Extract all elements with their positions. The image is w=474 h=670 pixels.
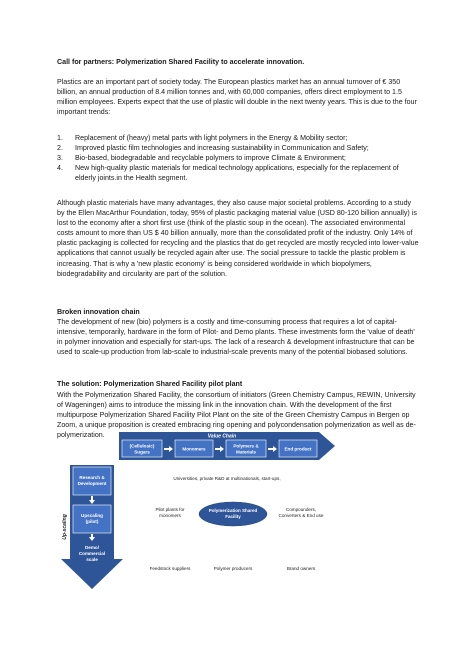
- svg-text:Commercial: Commercial: [78, 551, 106, 556]
- brand-owners-label: Brand owners: [286, 566, 316, 571]
- svg-text:Converters & End use: Converters & End use: [278, 513, 324, 518]
- svg-text:monomers: monomers: [159, 513, 181, 518]
- svg-text:Upscaling: Upscaling: [81, 513, 103, 518]
- svg-text:Development: Development: [77, 481, 107, 486]
- polymer-producers-label: Polymer producers: [213, 566, 253, 571]
- svg-text:scale: scale: [86, 557, 98, 562]
- solution-paragraph: With the Polymerization Shared Facility, the consortium of initiators (Green Chemistry Campus, REWIN, University of Wageningen) aims to introduce the missing link in the innovation chain. With the development of the first multipurpose Polymerization Shared Facility Pilot Plant on the site of the Green Chemistry Campus in Bergen op Zoom, a unique proposition is created embracing ring opening and polycondensation polymerization as well as de-polymerization.: [57, 391, 416, 440]
- svg-text:Materials: Materials: [236, 449, 256, 455]
- svg-text:Polymerization Shared: Polymerization Shared: [208, 508, 258, 513]
- svg-text:Polymers &: Polymers &: [233, 443, 259, 449]
- pilot-plants-label: Pilot plants for: [155, 507, 185, 512]
- compounders-label: Compounders,: [285, 507, 317, 512]
- svg-text:Demo/: Demo/: [84, 545, 100, 550]
- list-item: 3. Bio-based, biodegradable and recyclable polymers to improve Climate & Environment;: [57, 154, 346, 163]
- list-item: 4. New high-quality plastic materials for medical technology applications, especially for the replacement of elderly joints.in the Health segment.: [57, 164, 399, 183]
- feedstock-label: Feedstock suppliers: [149, 566, 191, 571]
- svg-text:Research &: Research &: [79, 475, 105, 480]
- value-chain-diagram: [57, 429, 347, 589]
- svg-text:(pilot): (pilot): [85, 519, 99, 524]
- broken-chain-heading: Broken innovation chain: [57, 308, 140, 316]
- svg-text:End product: End product: [284, 446, 312, 452]
- document-title: Call for partners: Polymerization Shared Facility to accelerate innovation.: [57, 58, 305, 66]
- list-item: 2. Improved plastic film technologies and increasing sustainability in Communication and Safety;: [57, 144, 369, 153]
- problems-paragraph: Although plastic materials have many advantages, they also cause major societal problems. According to a study by the Ellen MacArthur Foundation, today, 95% of plastic packaging material value (USD 80-120 billion annually) is lost to the economy after a short first use (think of the plastic soup in the ocean). The associated environmental costs amount to more than US $ 40 billion annually, more than the consolidated profit of the industry. Only 14% of plastic packaging is collected for recycling and the plastics that do get recycled are mostly recycled into lower-value applications that cannot usually be recycled again after use. The social pressure to tackle the plastic problem is increasing. That is why a 'new plastic economy' is being considered worldwide in which biopolymers, biodegradability and circularity are part of the solution.: [57, 199, 419, 278]
- trends-list: [57, 133, 420, 183]
- value-chain-label: Value Chain: [207, 433, 237, 440]
- svg-text:Monomers: Monomers: [182, 446, 206, 452]
- top-note: Universities, private R&D at multinationals, start-ups,: [173, 476, 281, 481]
- solution-heading: The solution: Polymerization Shared Facility pilot plant: [57, 380, 243, 388]
- upscaling-label: Up-scaling: [62, 514, 68, 540]
- list-item: 1. Replacement of (heavy) metal parts with light polymers in the Energy & Mobility sector;: [57, 134, 348, 142]
- intro-paragraph: Plastics are an important part of society today. The European plastics market has an annual turnover of € 350 billion, an annual production of 8.4 million tonnes and, with 60,000 companies, offers direct employment to 1.5 million employees. Experts expect that the use of plastic will double in the next twenty years. This is due to the four important trends:: [57, 78, 417, 117]
- svg-text:Sugars: Sugars: [134, 449, 150, 455]
- broken-chain-paragraph: The development of new (bio) polymers is a costly and time-consuming process that requires a lot of capital-intensive, temporarily, hardware in the form of Pilot- and Demo plants. These investments form the 'value of death' in polymer innovation and especially for start-ups. The lack of a research & development infrastructure that can be used to scale-up production from lab-scale to industrial-scale prevents many of the potential biobased solutions.: [57, 318, 415, 357]
- svg-text:(Cellulosic): (Cellulosic): [129, 443, 155, 449]
- svg-text:Facility: Facility: [225, 514, 241, 519]
